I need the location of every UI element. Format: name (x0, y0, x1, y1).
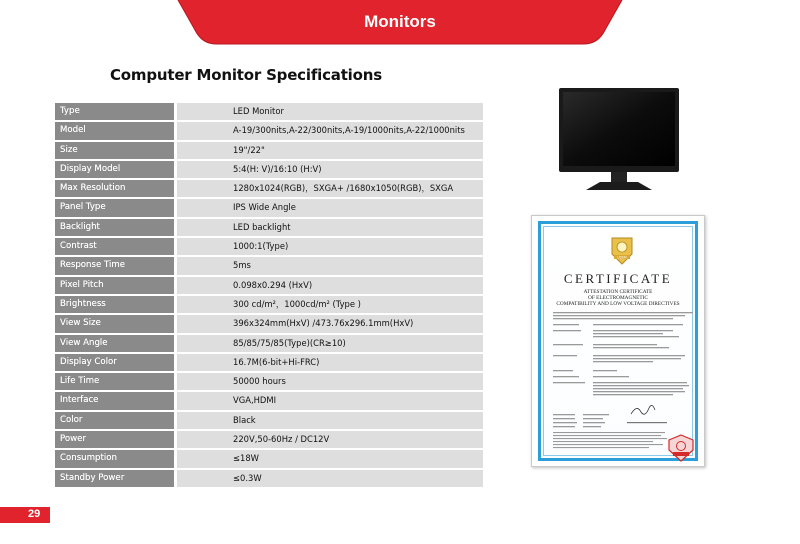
table-row (55, 238, 483, 257)
spec-value: 5ms (177, 257, 483, 276)
table-row (55, 392, 483, 411)
page-number: 29 (28, 508, 41, 520)
spec-value: 19"/22" (177, 142, 483, 161)
table-row (55, 335, 483, 354)
udem-logo-icon (609, 236, 635, 266)
spec-key: Pixel Pitch (55, 277, 174, 296)
table-row (55, 470, 483, 489)
spec-key: View Angle (55, 335, 174, 354)
spec-key: Display Color (55, 354, 174, 373)
page-number-bar (0, 507, 50, 523)
table-row (55, 199, 483, 218)
table-row (55, 219, 483, 238)
spec-key: Backlight (55, 219, 174, 238)
table-row (55, 431, 483, 450)
table-row (55, 257, 483, 276)
table-row (55, 277, 483, 296)
table-row (55, 122, 483, 141)
table-row (55, 315, 483, 334)
spec-key: Power (55, 431, 174, 450)
spec-value: 396x324mm(HxV) /473.76x296.1mm(HxV) (177, 315, 483, 334)
spec-key: Interface (55, 392, 174, 411)
page-title: Monitors (364, 12, 436, 31)
table-row (55, 296, 483, 315)
spec-key: Model (55, 122, 174, 141)
spec-key: Color (55, 412, 174, 431)
spec-table (55, 103, 483, 489)
spec-value: ≤0.3W (177, 470, 483, 489)
udem-stamp-icon (666, 434, 696, 462)
spec-value: 50000 hours (177, 373, 483, 392)
spec-key: View Size (55, 315, 174, 334)
certificate-subtitle: COMPATIBILITY AND LOW VOLTAGE DIRECTIVES (556, 301, 680, 307)
spec-value: ≤18W (177, 450, 483, 469)
spec-value: IPS Wide Angle (177, 199, 483, 218)
table-row (55, 180, 483, 199)
spec-value: 85/85/75/85(Type)(CR≥10) (177, 335, 483, 354)
section-title: Computer Monitor Specifications (110, 66, 382, 84)
certificate-subtitle: OF ELECTROMAGNETIC (588, 295, 648, 301)
spec-key: Consumption (55, 450, 174, 469)
certificate-border (538, 221, 698, 461)
monitor-image (556, 86, 682, 196)
spec-key: Standby Power (55, 470, 174, 489)
spec-value: 300 cd/m²，1000cd/m² (Type ) (177, 296, 483, 315)
logo-text: UDEM (617, 255, 627, 260)
table-row (55, 354, 483, 373)
spec-value: LED backlight (177, 219, 483, 238)
spec-key: Display Model (55, 161, 174, 180)
spec-key: Response Time (55, 257, 174, 276)
spec-key: Max Resolution (55, 180, 174, 199)
spec-key: Contrast (55, 238, 174, 257)
table-row (55, 450, 483, 469)
certificate-heading: CERTIFICATE (563, 271, 673, 286)
spec-key: Size (55, 142, 174, 161)
spec-value: 1280x1024(RGB)，SXGA+ /1680x1050(RGB)，SXGA (177, 180, 483, 199)
spec-value: 0.098x0.294 (HxV) (177, 277, 483, 296)
table-row (55, 373, 483, 392)
spec-value: VGA,HDMI (177, 392, 483, 411)
spec-value: 220V,50-60Hz / DC12V (177, 431, 483, 450)
spec-value: A-19/300nits,A-22/300nits,A-19/1000nits,A-22/1000nits (177, 122, 483, 141)
spec-value: Black (177, 412, 483, 431)
spec-value: 1000:1(Type) (177, 238, 483, 257)
table-row (55, 142, 483, 161)
spec-value: LED Monitor (177, 103, 483, 122)
spec-value: 5:4(H: V)/16:10 (H:V) (177, 161, 483, 180)
signature-icon (631, 405, 655, 414)
table-row (55, 103, 483, 122)
certificate-subtitle: ATTESTATION CERTIFICATE (583, 289, 653, 295)
spec-key: Type (55, 103, 174, 122)
table-row (55, 161, 483, 180)
spec-value: 16.7M(6-bit+Hi-FRC) (177, 354, 483, 373)
table-row (55, 412, 483, 431)
spec-key: Life Time (55, 373, 174, 392)
spec-key: Brightness (55, 296, 174, 315)
certificate-image (531, 215, 705, 467)
spec-key: Panel Type (55, 199, 174, 218)
